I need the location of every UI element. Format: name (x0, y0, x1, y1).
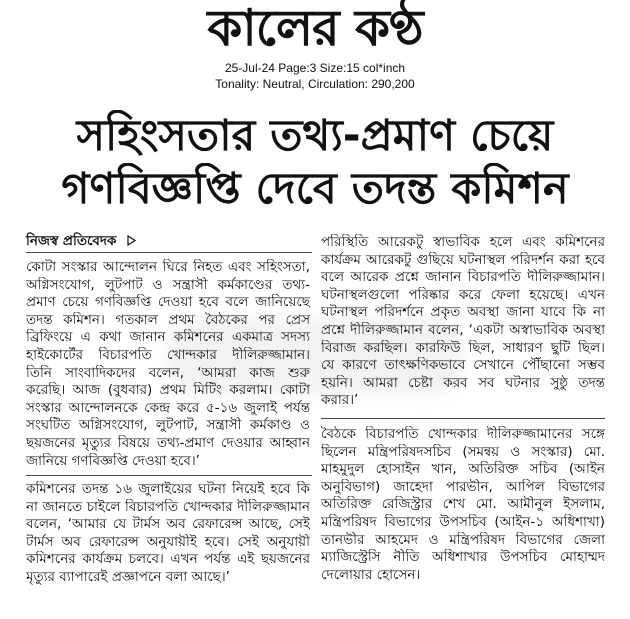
body-line: সংস্কার আন্দোলনকে কেন্দ্র করে ৫-১৬ জুলাই পর্যন্ত (26, 399, 310, 416)
body-line: বৈঠকে বিচারপতি খোন্দকার দীলিরুজ্জামানের সঙ্গে (321, 426, 605, 442)
body-line: যে কারণে তাৎক্ষণিকভাবে সেখানে পৌঁছানো সম্ভব (321, 357, 605, 374)
left-paragraph-2 (26, 481, 310, 587)
body-line: কমিশনের তদন্ত ১৬ জুলাইয়ের ঘটনা নিয়েই হবে কি (26, 481, 310, 497)
body-line: না জানতে চাইলে বিচারপতি খোন্দকার দীলিরুজ্জামান (26, 498, 310, 515)
body-line: তিনি সাংবাদিকদের বলেন, ‘আমরা কাজ শুরু (26, 364, 310, 381)
body-line: জানিয়ে গণবিজ্ঞপ্তি দেওয়া হবে।’ (26, 452, 200, 469)
headline-line-1: সহিংসতার তথ্য-প্রমাণ চেয়ে (76, 111, 554, 161)
body-line: মৃত্যুর ব্যাপারেই প্রজ্ঞাপনে বলা আছে।’ (26, 568, 230, 585)
paragraph-separator (321, 418, 605, 419)
byline (26, 232, 136, 250)
body-line: দেলোয়ার হোসেন। (321, 566, 421, 583)
triangle-right-icon (127, 233, 136, 251)
body-line: অনুবিভাগ) জাহেদা পারভীন, আপিল বিভাগের (321, 478, 605, 495)
body-line: কোটা সংস্কার আন্দোলন ঘিরে নিহত এবং সহিংসতা, (26, 259, 310, 275)
left-paragraph-1 (26, 259, 310, 470)
body-line: অগ্নিসংযোগ, লুটপাট ও সন্ত্রাসী কর্মকাণ্ডের তথ্য- (26, 276, 310, 293)
right-paragraph-1 (321, 234, 605, 410)
body-line: হয়নি। আমরা চেষ্টা করব সব ঘটনার সুষ্ঠু তদন্ত (321, 374, 605, 391)
body-line: করার।’ (321, 392, 359, 409)
right-paragraph-2 (321, 426, 605, 584)
body-line: টার্মস অব রেফারেন্স অনুযায়ীই হবে। সেই অনুযায়ী (26, 533, 310, 550)
body-line: বিরাজ করছিল। কারফিউ ছিল, সাধারণ ছুটি ছিল। (321, 339, 605, 356)
clip-tonality-circulation: Tonality: Neutral, Circulation: 290,200 (215, 77, 415, 91)
newspaper-logo: কালের কণ্ঠ (207, 0, 423, 56)
body-line: ঘটনাস্থল পরিদর্শনে প্রকৃত অবস্থা জানা যাবে কি না (321, 304, 605, 321)
body-line: ম্যাজিস্ট্রেসি নীতি অধিশাখার উপসচিব মোহাম্মদ (321, 549, 605, 566)
byline-text: নিজস্ব প্রতিবেদক (26, 233, 117, 249)
body-line: পরিস্থিতি আরেকটু স্বাভাবিক হলে এবং কমিশনের (321, 234, 605, 250)
body-line: প্রশ্নে দীলিরুজ্জামান বলেন, ‘একটা অস্বাভাবিক অবস্থা (321, 321, 605, 338)
paragraph-separator (26, 475, 312, 476)
body-line: ছিলেন মন্ত্রিপরিষদসচিব (সমন্বয় ও সংস্কার) মো. (321, 443, 605, 460)
body-line: মাহমুদুল হোসাইন খান, অতিরিক্ত সচিব (আইন (321, 461, 605, 478)
body-line: ব্রিফিংয়ে এ কথা জানান কমিশনের একমাত্র সদস্য (26, 329, 310, 346)
body-line: অতিরিক্ত রেজিস্ট্রার শেখ মো. আমীনুল ইসলাম, (321, 496, 605, 513)
body-line: করেছি। আজ (বুধবার) প্রথম মিটিং করলাম। কোটা (26, 382, 310, 399)
body-line: মন্ত্রিপরিষদ বিভাগের উপসচিব (আইন-১ অধিশাখা) (321, 513, 605, 530)
body-line: বলেন, ‘আমার যে টার্মস অব রেফারেন্স আছে, সেই (26, 516, 310, 533)
headline-line-2: গণবিজ্ঞপ্তি দেবে তদন্ত কমিশন (61, 164, 569, 214)
body-line: সংঘটিত অগ্নিসংযোগ, লুটপাট, সন্ত্রাসী কর্মকাণ্ড ও (26, 417, 310, 434)
byline-rule (26, 252, 312, 253)
body-line: ঘটনাস্থলগুলো পরিষ্কার করে ফেলা হয়েছে। এখন (321, 286, 605, 303)
body-line: কমিশনের কার্যক্রম চলবে। এখন পর্যন্ত এই ছয়জনের (26, 551, 310, 568)
clip-date-size: 25-Jul-24 Page:3 Size:15 col*inch (224, 61, 406, 75)
body-line: বলে আরেক প্রশ্নে জানান বিচারপতি দীলিরুজ্জামান। (321, 269, 605, 286)
body-line: ছয়জনের মৃত্যুর বিষয়ে তথ্য-প্রমাণ দেওয়ার আহ্বান (26, 434, 310, 451)
body-line: হাইকোর্টের বিচারপতি খোন্দকার দীলিরুজ্জামান। (26, 346, 310, 363)
body-line: প্রমাণ চেয়ে গণবিজ্ঞপ্তি দেওয়া হবে বলে জানিয়েছে (26, 294, 310, 311)
body-line: তদন্ত কমিশন। গতকাল প্রথম বৈঠকের পর প্রেস (26, 311, 310, 328)
body-line: কার্যক্রম আরেকটু গুছিয়ে ঘটনাস্থল পরিদর্শন করা হবে (321, 251, 605, 268)
body-line: তানভীর আহমেদ ও মন্ত্রিপরিষদ বিভাগের জেলা (321, 531, 605, 548)
